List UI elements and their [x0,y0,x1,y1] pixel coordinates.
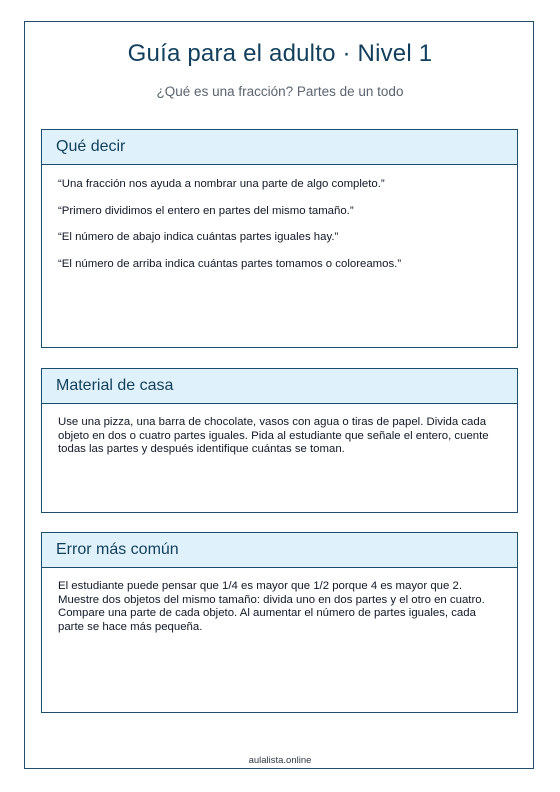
section-que-decir [41,129,518,348]
quote-line: “El número de abajo indica cuántas partes iguales hay.” [58,231,339,243]
section-body [42,568,517,634]
quote-line: “Una fracción nos ayuda a nombrar una parte de algo completo.” [58,178,385,190]
footer-site: aulalista.online [248,755,312,766]
section-paragraph: El estudiante puede pensar que 1/4 es mayor que 1/2 porque 4 es mayor que 2. Muestre dos objetos del mismo tamaño: divida uno en dos partes y el otro en cuatro. Compare una parte de cada objeto. Al aumentar el número de partes iguales, cada parte se hace más pequeña. [58,580,485,633]
section-body [42,165,517,271]
section-error-mas-comun [41,532,518,713]
quote-line: “Primero dividimos el entero en partes del mismo tamaño.” [58,204,354,217]
section-material-de-casa [41,368,518,513]
page-subtitle: ¿Qué es una fracción? Partes de un todo [156,84,404,99]
section-heading: Error más común [42,533,517,568]
section-heading: Material de casa [42,369,517,404]
section-body [42,404,517,457]
quote-line: “El número de arriba indica cuántas partes tomamos o coloreamos.” [58,257,402,270]
section-heading: Qué decir [42,130,517,165]
page-title: Guía para el adulto · Nivel 1 [127,40,433,67]
section-paragraph: Use una pizza, una barra de chocolate, vasos con agua o tiras de papel. Divida cada objeto en dos o cuatro partes iguales. Pida al estudiante que señale el entero, cuente todas las partes y después identifique cuántas se toman. [58,416,489,455]
